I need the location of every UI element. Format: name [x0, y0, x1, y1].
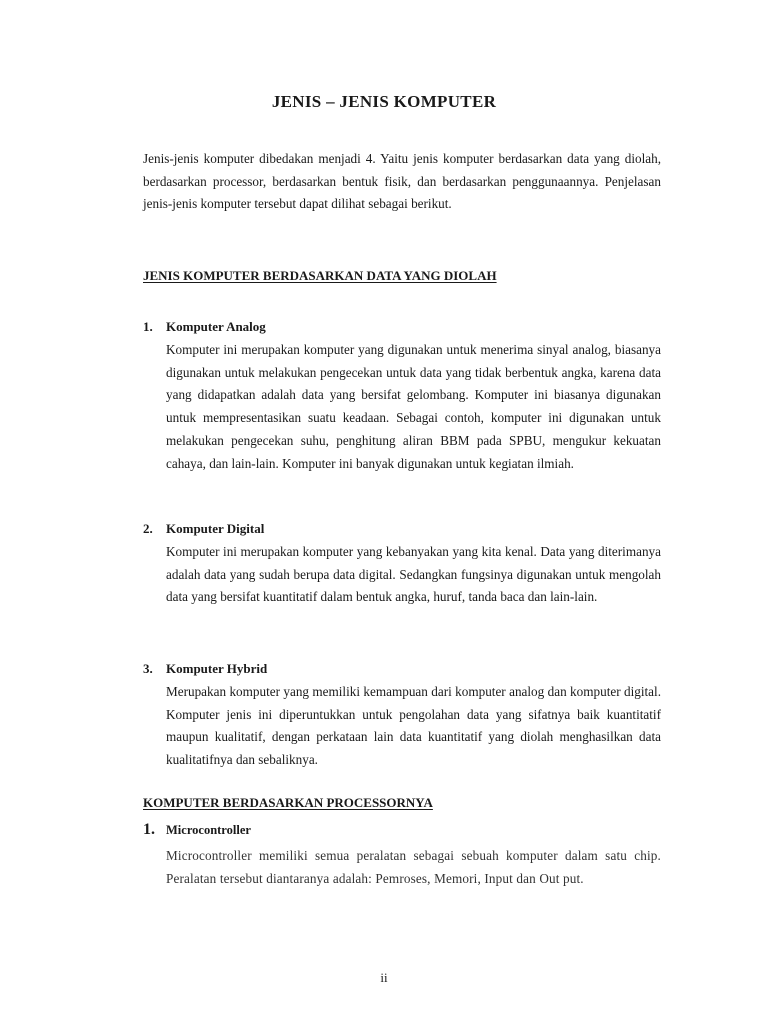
item-title: Komputer Hybrid: [166, 661, 268, 676]
item-body-hybrid: Merupakan komputer yang memiliki kemampuan dari komputer analog dan komputer digital. Komputer jenis ini diperuntukkan untuk pengolahan data yang sifatnya baik kuantitatif maupun kualitatif, dengan perkataan lain data kuantitatif yang diolah menghasilkan data kualitatifnya dan sebaliknya.: [166, 684, 661, 768]
item-heading-digital: [143, 521, 264, 537]
page-number: ii: [380, 970, 388, 985]
item-body-microcontroller: Microcontroller memiliki semua peralatan sebagai sebuah komputer dalam satu chip. Peralatan tersebut diantaranya adalah: Pemroses, Memori, Input dan Out put.: [166, 848, 661, 886]
item-body-analog: Komputer ini merupakan komputer yang digunakan untuk menerima sinyal analog, biasanya digunakan untuk melakukan pengecekan untuk data yang tidak berbentuk angka, karena data yang didapatkan adalah data yang bersifat gelombang. Komputer ini biasanya digunakan untuk mempresentasikan suatu keadaan. Sebagai contoh, komputer ini digunakan untuk melakukan pengecekan suhu, penghitung aliran BBM pada SPBU, mengukur kekuatan cahaya, dan lain-lain. Komputer ini banyak digunakan untuk kegiatan ilmiah.: [166, 342, 661, 471]
item-number: 2.: [143, 521, 153, 536]
item-heading-hybrid: [143, 661, 267, 677]
intro-paragraph: Jenis-jenis komputer dibedakan menjadi 4. Yaitu jenis komputer berdasarkan data yang diolah, berdasarkan processor, berdasarkan bentuk fisik, dan berdasarkan penggunaannya. Penjelasan jenis-jenis komputer tersebut dapat dilihat sebagai berikut.: [143, 151, 661, 212]
item-number: 1.: [143, 821, 155, 838]
item-title: Komputer Digital: [166, 521, 265, 536]
item-title: Microcontroller: [166, 823, 251, 837]
item-body-digital: Komputer ini merupakan komputer yang kebanyakan yang kita kenal. Data yang diterimanya adalah data yang sudah berupa data digital. Sedangkan fungsinya digunakan untuk mengolah data yang bersifat kuantitatif dalam bentuk angka, huruf, tanda baca dan lain-lain.: [166, 544, 661, 605]
section-heading-data: JENIS KOMPUTER BERDASARKAN DATA YANG DIOLAH: [143, 268, 497, 283]
item-heading-microcontroller: [143, 821, 251, 839]
item-number: 3.: [143, 661, 153, 676]
section-heading-processor: KOMPUTER BERDASARKAN PROCESSORNYA: [143, 795, 433, 810]
item-title: Komputer Analog: [166, 319, 266, 334]
item-heading-analog: [143, 319, 266, 335]
page-title: JENIS – JENIS KOMPUTER: [271, 92, 497, 111]
item-number: 1.: [143, 319, 153, 334]
